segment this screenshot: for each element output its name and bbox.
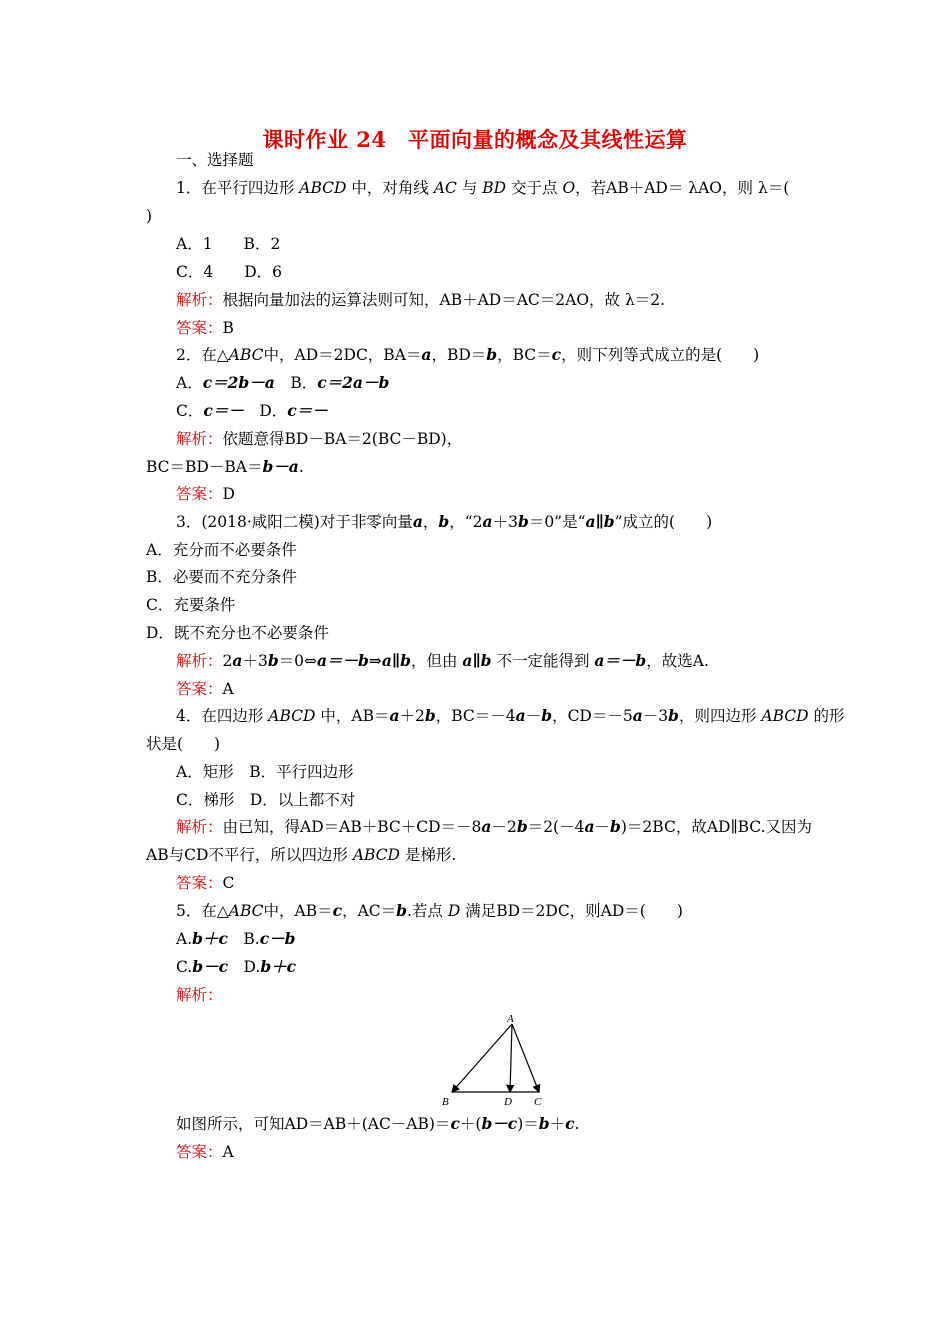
question-4-options-ab: A．矩形 B．平行四边形 bbox=[176, 763, 354, 781]
question-1-solution: 解析：根据向量加法的运算法则可知，AB＋AD＝AC＝2AO，故 λ＝2. bbox=[176, 291, 666, 309]
vector-ab bbox=[452, 1024, 512, 1092]
vector-ac bbox=[512, 1024, 539, 1092]
question-5-solution: 解析： bbox=[176, 986, 223, 1004]
vertex-label-a: A bbox=[507, 1013, 514, 1025]
question-2-options-ab: A．c＝2b－a B．c＝2a－b bbox=[176, 373, 390, 392]
section-heading: 一、选择题 bbox=[176, 151, 254, 169]
question-5-stem: 5．在△ABC中，AB＝c，AC＝b.若点 D 满足BD＝2DC，则AD＝( ) bbox=[176, 901, 683, 920]
question-4-stem: 4．在四边形 ABCD 中，AB＝a＋2b，BC＝－4a－b，CD＝－5a－3b，则四边形 ABCD 的形 bbox=[176, 706, 845, 725]
question-2-solution: 解析：依题意得BD－BA＝2(BC－BD)， bbox=[176, 430, 463, 448]
question-5-answer: 答案：A bbox=[176, 1143, 234, 1161]
question-5-options-ab: A.b＋c B.c－b bbox=[176, 929, 296, 948]
question-3-option-d: D．既不充分也不必要条件 bbox=[146, 624, 329, 642]
question-1-options-ab: A．1 B．2 bbox=[176, 235, 281, 253]
question-1-answer: 答案：B bbox=[176, 319, 234, 337]
question-2-stem: 2．在△ABC中，AD＝2DC，BA＝a，BD＝b，BC＝c，则下列等式成立的是( ) bbox=[176, 345, 760, 364]
vertex-label-c: C bbox=[534, 1096, 542, 1108]
question-2-answer: 答案：D bbox=[176, 485, 235, 503]
question-3-option-b: B．必要而不充分条件 bbox=[146, 568, 297, 586]
question-4-solution-cont: AB与CD不平行，所以四边形 ABCD 是梯形. bbox=[146, 846, 457, 864]
question-3-solution: 解析：2a＋3b＝0⇔a＝－b⇒a∥b，但由 a∥b 不一定能得到 a＝－b，故选A. bbox=[176, 651, 709, 670]
question-1-stem: 1．在平行四边形 ABCD 中，对角线 AC 与 BD 交于点 O，若AB＋AD＝ λAO，则 λ＝( bbox=[176, 179, 790, 197]
question-4-options-cd: C．梯形 D．以上都不对 bbox=[176, 791, 356, 809]
triangle-figure bbox=[438, 1012, 550, 1112]
question-3-stem: 3．(2018·咸阳二模)对于非零向量a，b，“2a＋3b＝0”是“a∥b”成立的( ) bbox=[176, 512, 713, 531]
question-4-solution: 解析：由已知，得AD＝AB＋BC＋CD＝－8a－2b＝2(－4a－b)＝2BC，故AD∥BC.又因为 bbox=[176, 817, 813, 836]
question-2-solution-cont: BC＝BD－BA＝b－a. bbox=[146, 457, 304, 476]
question-5-solution-cont: 如图所示，可知AD＝AB＋(AC－AB)＝c＋(b－c)＝b＋c. bbox=[176, 1114, 580, 1133]
page-title: 课时作业 24 平面向量的概念及其线性运算 bbox=[262, 127, 688, 152]
question-3-option-c: C．充要条件 bbox=[146, 596, 236, 614]
question-4-answer: 答案：C bbox=[176, 874, 235, 892]
question-1-stem-cont: ) bbox=[146, 207, 153, 225]
question-4-stem-cont: 状是( ) bbox=[146, 735, 221, 753]
question-3-option-a: A．充分而不必要条件 bbox=[146, 541, 297, 559]
question-5-options-cd: C.b－c D.b＋c bbox=[176, 957, 297, 976]
question-2-options-cd: C．c＝－ D．c＝－ bbox=[176, 401, 328, 420]
vertex-label-b: B bbox=[442, 1096, 449, 1108]
question-1-options-cd: C．4 D．6 bbox=[176, 263, 283, 281]
question-3-answer: 答案：A bbox=[176, 680, 234, 698]
vertex-label-d: D bbox=[504, 1096, 512, 1108]
vector-ad bbox=[510, 1024, 512, 1092]
